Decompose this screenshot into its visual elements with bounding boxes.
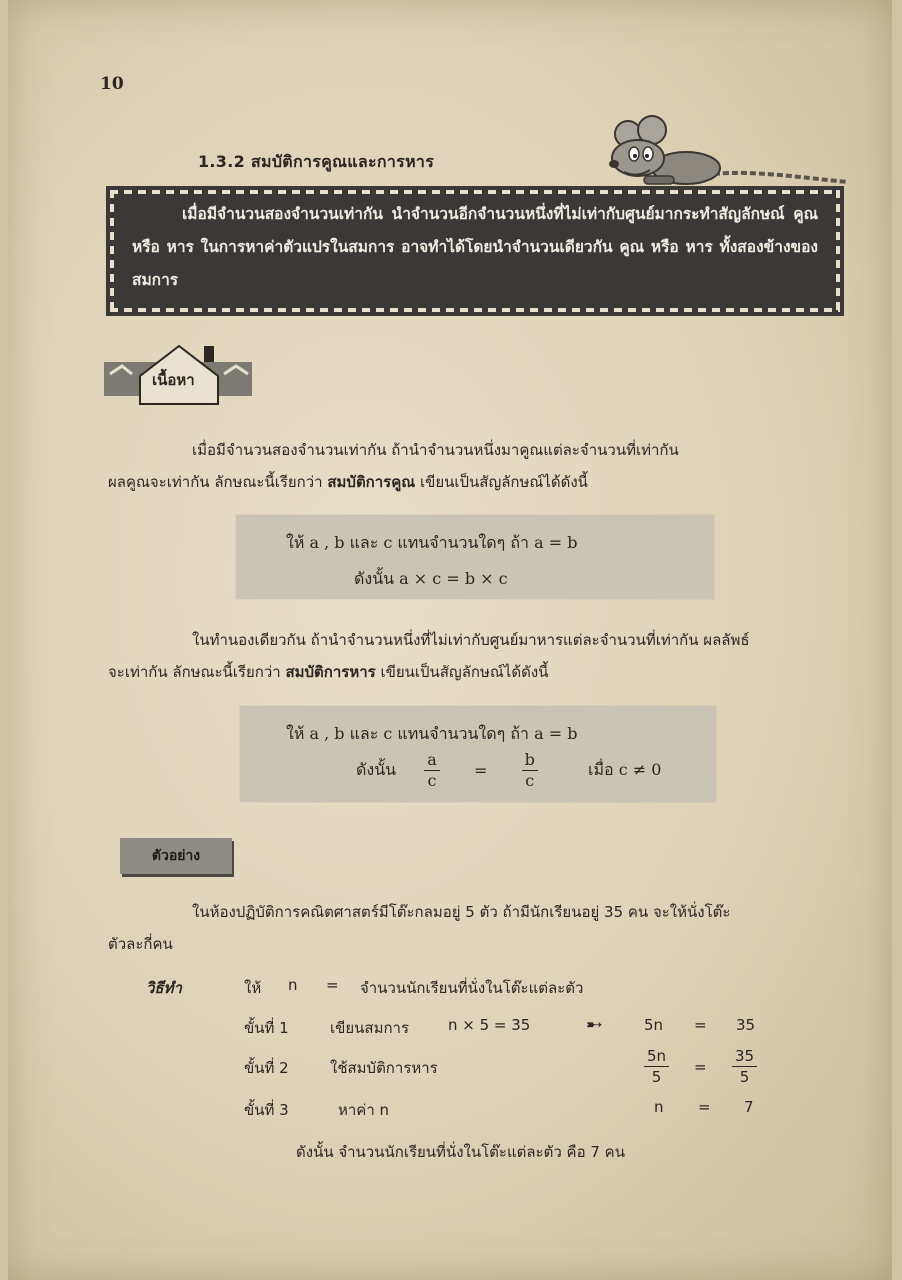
example-problem bbox=[108, 896, 868, 960]
division-paragraph bbox=[108, 624, 868, 688]
division-line1: ในทำนองเดียวกัน ถ้านำจำนวนหนึ่งที่ไม่เท่ากับศูนย์มาหารแต่ละจำนวนที่เท่ากัน ผลลัพธ์ bbox=[192, 631, 750, 649]
arrow-icon: ➸ bbox=[586, 1012, 603, 1036]
multiplication-line1: เมื่อมีจำนวนสองจำนวนเท่ากัน ถ้านำจำนวนหนึ่งมาคูณแต่ละจำนวนที่เท่ากัน bbox=[192, 441, 679, 459]
method-label: วิธีทำ bbox=[146, 979, 182, 997]
multiplication-formula-line1: ให้ a , b และ c แทนจำนวนใดๆ ถ้า a = b bbox=[286, 533, 578, 552]
step3-label: ขั้นที่ 3 bbox=[244, 1101, 289, 1119]
division-line2 bbox=[108, 656, 868, 688]
step1-result-right: 35 bbox=[736, 1016, 756, 1034]
division-equals: = bbox=[474, 761, 488, 780]
division-formula-line2 bbox=[356, 750, 661, 791]
summary-text: เมื่อมีจำนวนสองจำนวนเท่ากัน นำจำนวนอีกจำนวนหนึ่งที่ไม่เท่ากับศูนย์มากระทำสัญลักษณ์ คูณ หรือ หาร ในการหาค่าตัวแปรในสมการ อาจทำได้โดยนำจำนวนเดียวกัน คูณ หรือ หาร ทั้งสองข้างของสมการ bbox=[132, 205, 818, 289]
step3-desc: หาค่า n bbox=[338, 1101, 390, 1119]
mouse-mascot-icon bbox=[604, 112, 854, 192]
step2-label: ขั้นที่ 2 bbox=[244, 1059, 289, 1077]
let-word: ให้ bbox=[244, 979, 262, 997]
step1-equation: n × 5 = 35 bbox=[448, 1016, 531, 1034]
section-title: 1.3.2 สมบัติการคูณและการหาร bbox=[198, 152, 435, 171]
step1-desc: เขียนสมการ bbox=[330, 1019, 410, 1037]
textbook-page bbox=[8, 0, 892, 1280]
step1-result-left: 5n bbox=[644, 1016, 664, 1034]
example-problem-line2: ตัวละกี่คน bbox=[108, 935, 173, 953]
step3-left: n bbox=[654, 1098, 664, 1116]
division-formula-box bbox=[240, 706, 716, 802]
let-desc: จำนวนนักเรียนที่นั่งในโต๊ะแต่ละตัว bbox=[360, 979, 584, 997]
page-number: 10 bbox=[100, 74, 124, 94]
multiplication-line2-post: เขียนเป็นสัญลักษณ์ได้ดังนี้ bbox=[415, 473, 588, 491]
division-fraction-left: $\frac{a}{c}$ bbox=[424, 750, 440, 791]
multiplication-line2-pre: ผลคูณจะเท่ากัน ลักษณะนี้เรียกว่า bbox=[108, 473, 328, 491]
let-var: n bbox=[288, 976, 298, 994]
step3-right: 7 bbox=[744, 1098, 754, 1116]
division-fraction-right: $\frac{b}{c}$ bbox=[522, 750, 538, 791]
multiplication-term: สมบัติการคูณ bbox=[327, 473, 416, 491]
division-formula-line1: ให้ a , b และ c แทนจำนวนใดๆ ถ้า a = b bbox=[286, 724, 578, 743]
multiplication-paragraph bbox=[108, 434, 808, 498]
division-line2-pre: จะเท่ากัน ลักษณะนี้เรียกว่า bbox=[108, 663, 286, 681]
example-problem-line1: ในห้องปฏิบัติการคณิตศาสตร์มีโต๊ะกลมอยู่ 5 ตัว ถ้ามีนักเรียนอยู่ 35 คน จะให้นั่งโต๊ะ bbox=[192, 903, 731, 921]
division-therefore: ดังนั้น bbox=[356, 760, 397, 779]
content-badge-label: เนื้อหา bbox=[152, 371, 195, 389]
let-eq: = bbox=[326, 976, 339, 994]
multiplication-line2 bbox=[108, 466, 808, 498]
division-term: สมบัติการหาร bbox=[285, 663, 376, 681]
step1-label: ขั้นที่ 1 bbox=[244, 1019, 289, 1037]
step2-fraction-right: $\frac{35}{5}$ bbox=[732, 1046, 757, 1087]
step2-fraction-left: $\frac{5n}{5}$ bbox=[644, 1046, 669, 1087]
conclusion: ดังนั้น จำนวนนักเรียนที่นั่งในโต๊ะแต่ละตัว คือ 7 คน bbox=[296, 1143, 625, 1161]
step2-desc: ใช้สมบัติการหาร bbox=[330, 1059, 438, 1077]
example-label: ตัวอย่าง bbox=[120, 838, 232, 874]
summary-box bbox=[106, 186, 844, 316]
step2-eq: = bbox=[694, 1058, 707, 1076]
division-condition: เมื่อ c ≠ 0 bbox=[588, 760, 662, 779]
step3-eq: = bbox=[698, 1098, 711, 1116]
step1-result-eq: = bbox=[694, 1016, 707, 1034]
multiplication-formula-line2: ดังนั้น a × c = b × c bbox=[354, 569, 508, 588]
division-line2-post: เขียนเป็นสัญลักษณ์ได้ดังนี้ bbox=[375, 663, 549, 681]
multiplication-formula-box bbox=[236, 515, 714, 599]
